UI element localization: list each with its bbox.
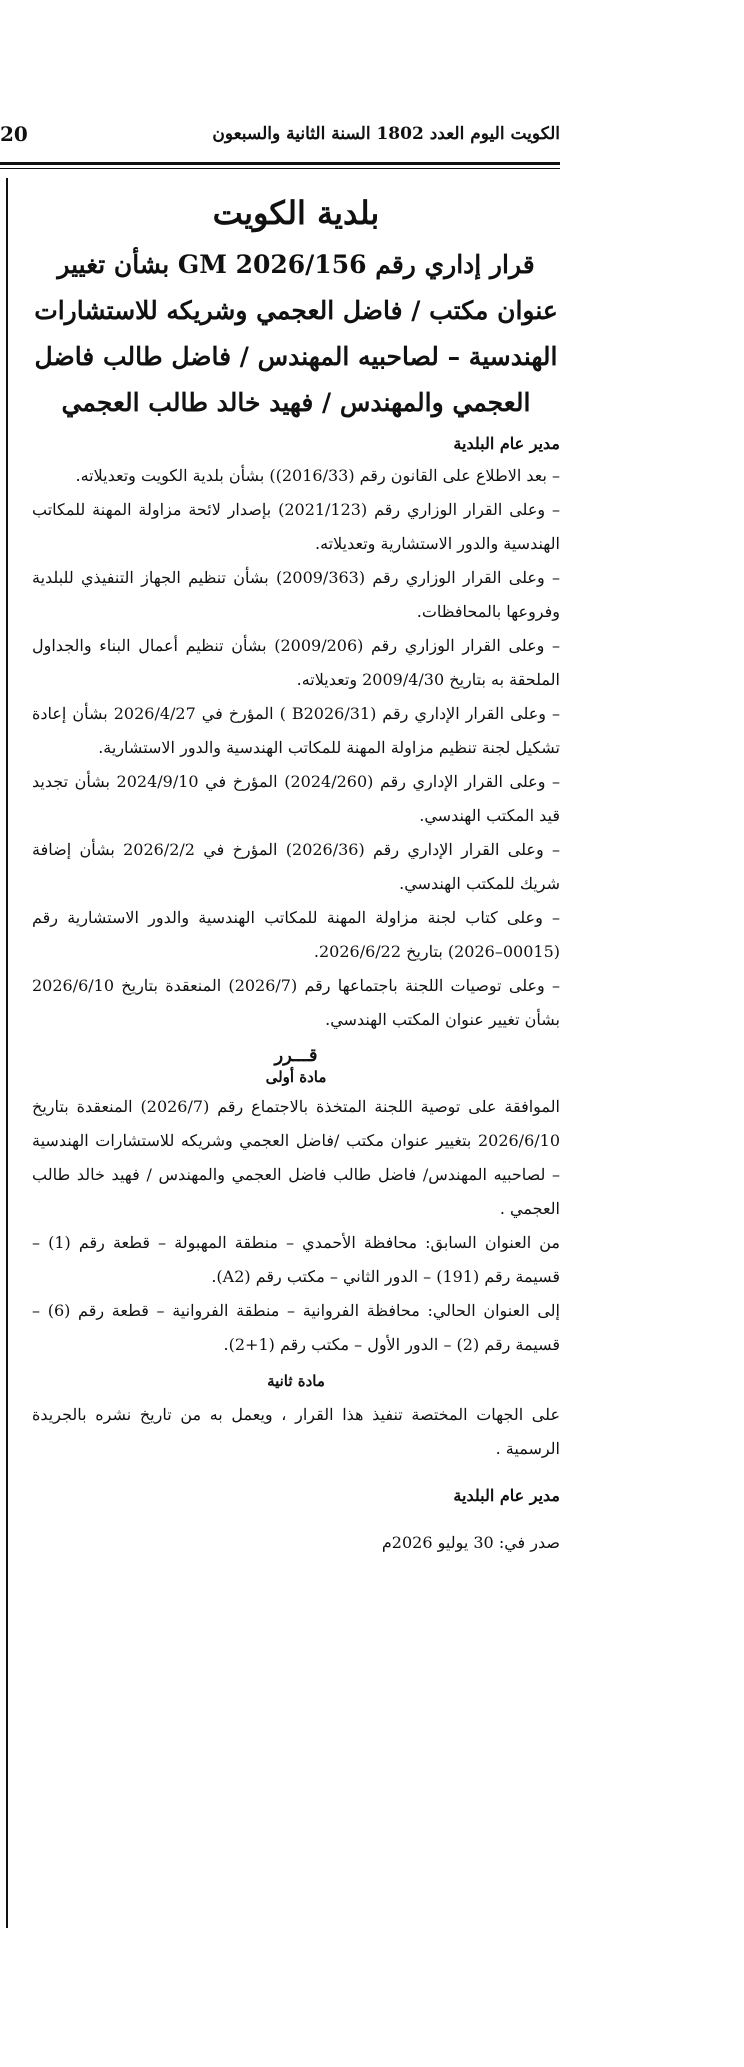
article-2-paragraph: على الجهات المختصة تنفيذ هذا القرار ، ويعمل به من تاريخ نشره بالجريدة الرسمية . [32, 1405, 560, 1458]
preamble-item: – وعلى القرار الإداري رقم (2026/36) المؤرخ في 2026/2/2 بشأن إضافة شريك للمكتب الهندسي. [32, 840, 561, 893]
preamble-item: – وعلى القرار الإداري رقم (B2026/31 ) المؤرخ في 2026/4/27 بشأن إعادة تشكيل لجنة تنظيم مزاولة المهنة للمكاتب الهندسية والدور الاستشارية. [32, 704, 561, 757]
decided-heading: قـــرر [274, 1045, 318, 1066]
decision-title: قرار إداري رقم GM 2026/156 بشأن تغيير عنوان مكتب / فاضل العجمي وشريكه للاستشارات الهندسية – لصاحبيه المهندس / فاضل طالب فاضل العجمي والمهندس / فهيد خالد طالب العجمي [34, 250, 558, 417]
document-body [32, 180, 560, 1552]
preamble-item: – وعلى توصيات اللجنة باجتماعها رقم (2026/7) المنعقدة بتاريخ 2026/6/10 بشأن تغيير عنوان المكتب الهندسي. [32, 976, 561, 1029]
org-title: بلدية الكويت [212, 194, 380, 232]
page-number: 20 [0, 122, 28, 146]
preamble-item: – وعلى القرار الوزاري رقم (2009/363) بشأن تنظيم الجهاز التنفيذي للبلدية وفروعها بالمحافظات. [32, 568, 560, 621]
current-address: إلى العنوان الحالي: محافظة الفروانية – منطقة الفروانية – قطعة رقم (6) – قسيمة رقم (2) – الدور الأول – مكتب رقم (1+2). [32, 1301, 560, 1354]
article-1-title: مادة أولى [265, 1068, 327, 1086]
issue-date: صدر في: 30 يوليو 2026م [381, 1533, 560, 1552]
column-divider [6, 178, 8, 1928]
previous-address: من العنوان السابق: محافظة الأحمدي – منطقة المهبولة – قطعة رقم (1) – قسيمة رقم (191) – الدور الثاني – مكتب رقم (A2). [32, 1233, 561, 1286]
signer-bottom: مدير عام البلدية [453, 1486, 560, 1505]
signer-top: مدير عام البلدية [453, 434, 560, 453]
running-head: الكويت اليوم العدد 1802 السنة الثانية والسبعون [212, 124, 560, 144]
header-rule-thick [0, 162, 560, 165]
article-2-title: مادة ثانية [267, 1372, 325, 1390]
preamble-item: – وعلى القرار الوزاري رقم (2021/123) بإصدار لائحة مزاولة المهنة للمكاتب الهندسية والدور الاستشارية وتعديلاته. [32, 500, 561, 553]
preamble-item: – وعلى القرار الوزاري رقم (2009/206) بشأن تنظيم أعمال البناء والجداول الملحقة به بتاريخ 2009/4/30 وتعديلاته. [32, 636, 561, 689]
header-rule-thin [0, 168, 560, 169]
page-header [0, 118, 560, 166]
preamble-item: – بعد الاطلاع على القانون رقم (2016/33)) بشأن بلدية الكويت وتعديلاته. [75, 466, 560, 485]
preamble-item: – وعلى كتاب لجنة مزاولة المهنة للمكاتب الهندسية والدور الاستشارية رقم (00015–2026) بتاريخ 2026/6/22. [32, 908, 560, 961]
article-1-paragraph: الموافقة على توصية اللجنة المتخذة بالاجتماع رقم (2026/7) المنعقدة بتاريخ 2026/6/10 بتغيير عنوان مكتب /فاضل العجمي وشريكه للاستشارات الهندسية – لصاحبيه المهندس/ فاضل طالب فاضل العجمي والمهندس / فهيد خالد طالب العجمي . [32, 1097, 561, 1218]
preamble-item: – وعلى القرار الإداري رقم (2024/260) المؤرخ في 2024/9/10 بشأن تجديد قيد المكتب الهندسي. [32, 772, 561, 825]
